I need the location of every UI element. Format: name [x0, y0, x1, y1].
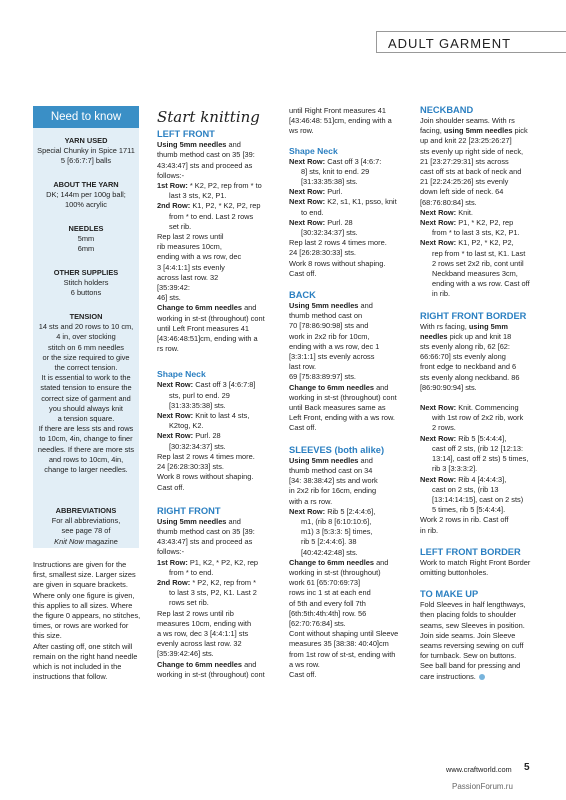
- shape-neck-heading: Shape Neck: [289, 145, 338, 156]
- text-fragment: care instructions.: [420, 671, 476, 681]
- text-line: working in st-st (throughout) cont: [289, 392, 397, 402]
- section-header: ADULT GARMENT: [388, 36, 512, 51]
- text-fragment: facing,: [420, 126, 444, 136]
- text-line: 66:66:70] sts evenly along: [420, 352, 506, 362]
- text-line: [420, 434, 548, 444]
- text-line: Join side seams. Join Sleeve: [420, 630, 516, 640]
- text-line: [420, 218, 548, 228]
- text-line: in 2x2 rib for 16cm, ending: [289, 486, 377, 496]
- tension-line: to 10cm, 4in, change to finer: [39, 434, 133, 444]
- text-line: follows:-: [157, 547, 185, 557]
- text-line: 46] sts.: [157, 293, 181, 303]
- text-line: [31:33:35:38] sts.: [169, 400, 226, 410]
- text-line: [35:39:42:: [157, 283, 190, 293]
- row-label: Next Row:: [420, 218, 457, 228]
- text-line: to end.: [301, 207, 324, 217]
- text-fragment: With rs facing,: [420, 321, 469, 331]
- text-fragment: K1, P2, * K2, P2, rep: [190, 201, 261, 211]
- text-fragment: Purl. 28: [193, 431, 221, 441]
- text-line: cast off 2 sts, (rib 12 [12:13:: [432, 443, 524, 453]
- row-label: Next Row:: [289, 217, 326, 227]
- text-line: measures 35 [38:38: 40:40]cm: [289, 639, 389, 649]
- row-label: 2nd Row:: [157, 577, 191, 587]
- text-line: down left side of neck. 64: [420, 187, 504, 197]
- intro-line: are given in square brackets.: [33, 580, 128, 590]
- neckband-heading: NECKBAND: [420, 105, 474, 115]
- text-line: ending with a ws row. Cast off: [432, 279, 530, 289]
- bold-phrase: Using 5mm needles: [157, 516, 227, 526]
- text-fragment: and: [374, 382, 389, 392]
- row-label: Next Row:: [289, 156, 326, 166]
- row-label: 1st Row:: [157, 181, 188, 191]
- needle-size: 5mm: [77, 234, 95, 244]
- text-fragment: * K2, P2, rep from * to: [187, 181, 262, 191]
- abbreviations-block: [33, 506, 139, 547]
- intro-line: first, smallest size. Larger sizes: [33, 570, 136, 580]
- text-line: 2 rows.: [432, 423, 456, 433]
- row-label: Next Row:: [289, 187, 326, 197]
- text-line: [35:39:42:46] sts.: [157, 649, 214, 659]
- text-line: [420, 322, 548, 332]
- text-line: evenly across last row. 32: [157, 639, 242, 649]
- text-line: [157, 431, 283, 441]
- text-line: rows inc 1 st at each end: [289, 588, 371, 598]
- text-line: Neckband measures 3cm,: [432, 269, 518, 279]
- text-fragment: and: [358, 301, 373, 311]
- bold-phrase: needles: [420, 331, 448, 341]
- text-line: for turnback. Sew on buttons.: [420, 651, 517, 661]
- text-line: [420, 208, 548, 218]
- text-line: m1, (rib 8 [6:10:10:6],: [301, 516, 372, 526]
- text-line: work 61 [65:70:69:73]: [289, 578, 361, 588]
- text-line: [420, 126, 548, 136]
- tension-line: needles. If there are more sts: [37, 444, 135, 454]
- text-line: across last row. 32: [157, 272, 219, 282]
- tension-line: or the size required to give: [42, 352, 130, 362]
- text-line: [420, 332, 548, 342]
- to-make-up-heading: TO MAKE UP: [420, 589, 479, 600]
- row-label: Next Row:: [420, 238, 457, 248]
- intro-line: times, or rows are worked for: [33, 621, 129, 631]
- text-line: [289, 507, 415, 517]
- text-line: rib 5 [2:4:4:6]. 38: [301, 537, 357, 547]
- text-line: ending with a ws row, dec 1: [289, 341, 380, 351]
- text-line: from 1st row of st-st, ending with: [289, 649, 396, 659]
- column-right-front-back-sleeves: [289, 106, 415, 680]
- text-line: [157, 517, 283, 527]
- tension-line: It is essential to work to the: [41, 373, 131, 383]
- text-line: from * to last 3 sts, K2, P1.: [432, 228, 520, 238]
- text-line: [34: 38:38:42] sts and work: [289, 476, 378, 486]
- intro-line: which is not included in the: [33, 662, 122, 672]
- text-line: work in 2x2 rib for 10cm,: [289, 331, 370, 341]
- yarn-used-block: [33, 136, 139, 167]
- intro-line: this applies to all sizes. Where: [33, 600, 133, 610]
- text-line: 3 [4:4:1:1] sts evenly: [157, 262, 225, 272]
- magazine-name: Knit Now: [54, 536, 84, 546]
- yarn-used-line: Special Chunky in Spice 1711: [37, 146, 135, 156]
- text-line: Rep last 2 rows until: [157, 232, 224, 242]
- text-line: 70 [78:86:90:98] sts and: [289, 321, 369, 331]
- bold-phrase: using 5mm needles: [443, 126, 513, 136]
- text-line: 21 [22:24:25:26] sts evenly: [420, 177, 509, 187]
- tension-line: 4 in, over stocking: [56, 332, 116, 342]
- text-fragment: Rib 5 [5:4:4:4],: [456, 433, 507, 443]
- text-line: thumb method cast on 35 [39:: [157, 150, 255, 160]
- left-front-border-heading: LEFT FRONT BORDER: [420, 546, 521, 557]
- intro-line: the figure 0 appears, no stitches,: [33, 611, 141, 621]
- right-front-border-heading: RIGHT FRONT BORDER: [420, 310, 527, 321]
- text-line: 8] sts, knit to end. 29: [301, 166, 370, 176]
- text-line: until Right Front measures 41: [289, 106, 386, 115]
- text-fragment: Rib 4 [4:4:4:3],: [456, 474, 507, 484]
- tension-line: the correct tension.: [54, 363, 118, 373]
- intro-line: instructions that follow.: [33, 672, 108, 682]
- text-fragment: and: [226, 140, 241, 150]
- text-line: cast on 2 sts, (rib 13: [432, 484, 499, 494]
- text-line: [289, 218, 415, 228]
- yarn-used-line: 5 [6:6:7:7] balls: [60, 156, 112, 166]
- text-line: ending with a ws row, dec: [157, 252, 242, 262]
- text-line: [420, 403, 548, 413]
- tension-block: [33, 312, 139, 475]
- intro-line: this size.: [33, 631, 62, 641]
- text-line: seams, sew Sleeves in position.: [420, 620, 525, 630]
- needles-block: [33, 224, 139, 255]
- text-line: from * to end.: [169, 567, 214, 577]
- text-fragment: Knit.: [456, 207, 473, 217]
- text-line: [157, 558, 283, 568]
- text-line: set rib.: [169, 221, 192, 231]
- text-line: 5 times, rib 5 [5:4:4:4].: [432, 505, 506, 515]
- right-front-heading: RIGHT FRONT: [157, 505, 221, 516]
- text-line: to last 3 sts, P2, K1. Last 2: [169, 588, 257, 598]
- need-to-know-panel: [33, 106, 139, 548]
- tension-heading: TENSION: [69, 312, 103, 321]
- panel-title: Need to know: [33, 106, 139, 128]
- text-line: of 5th and every foll 7th: [289, 598, 366, 608]
- text-line: [157, 380, 283, 390]
- text-line: [157, 578, 283, 588]
- text-line: working in st-st (throughout) cont: [157, 313, 265, 323]
- text-line: [157, 303, 283, 313]
- text-line: [420, 475, 548, 485]
- text-line: 43:43:47] sts and proceed as: [157, 537, 253, 547]
- text-line: ws row.: [289, 126, 314, 136]
- text-line: 24 [26:28:30:33] sts.: [157, 462, 224, 472]
- text-fragment: Purl.: [325, 187, 343, 197]
- text-line: [157, 201, 283, 211]
- text-line: [289, 157, 415, 167]
- text-line: [289, 197, 415, 207]
- row-label: Next Row:: [420, 403, 457, 413]
- text-line: in rib.: [420, 525, 439, 535]
- text-line: 43:43:47] sts and proceed as: [157, 160, 253, 170]
- text-line: [157, 181, 283, 191]
- text-fragment: Knit to last 4 sts,: [193, 411, 250, 421]
- abbreviations-line: see page 78 of: [61, 526, 111, 536]
- text-line: [68:76:80:84] sts.: [420, 197, 477, 207]
- text-line: until Left Front measures 41: [157, 323, 250, 333]
- left-front-heading: LEFT FRONT: [157, 129, 215, 140]
- bold-phrase: Change to 6mm needles: [289, 557, 375, 567]
- bold-phrase: Change to 6mm needles: [289, 382, 375, 392]
- text-line: Cast off.: [289, 268, 317, 278]
- text-line: working in st-st (throughout): [289, 567, 381, 577]
- other-supplies-heading: OTHER SUPPLIES: [53, 268, 119, 277]
- text-line: Work 8 rows without shaping.: [289, 258, 386, 268]
- text-fragment: pick up and knit 18: [447, 331, 512, 341]
- text-line: in rib.: [432, 289, 451, 299]
- bold-phrase: Using 5mm needles: [157, 140, 227, 150]
- page-number: 5: [524, 762, 530, 773]
- magazine-suffix: magazine: [83, 536, 118, 546]
- intro-line: Where only one figure is given,: [33, 590, 135, 600]
- column-left-front: [157, 108, 283, 680]
- text-line: 2 rows set 2x2 rib, cont until: [432, 258, 524, 268]
- intro-line: After casting off, one stitch will: [33, 641, 133, 651]
- header-rule-side: [376, 31, 377, 53]
- text-fragment: and: [374, 557, 389, 567]
- text-line: 21 [23:27:29:31] sts across: [420, 156, 509, 166]
- row-label: Next Row:: [420, 207, 457, 217]
- text-fragment: Cast off 3 [4:6:7:8]: [193, 380, 256, 390]
- text-fragment: pick: [512, 126, 528, 136]
- text-line: a ws row, dec 3 [4:4:1:1] sts: [157, 628, 249, 638]
- text-line: Work 2 rows in rib. Cast off: [420, 515, 509, 525]
- bold-phrase: Using 5mm needles: [289, 301, 359, 311]
- about-yarn-line: DK; 144m per 100g ball;: [46, 190, 126, 200]
- text-line: with a rs row.: [289, 496, 333, 506]
- text-line: rib 3 [3:3:3:2].: [432, 464, 478, 474]
- text-line: rs row.: [157, 344, 179, 354]
- text-line: [40:42:42:48] sts.: [301, 547, 358, 557]
- text-line: [30:32:34:37] sts.: [169, 441, 226, 451]
- text-line: working in st-st (throughout) cont: [157, 669, 265, 679]
- about-yarn-line: 100% acrylic: [65, 200, 107, 210]
- header-rule-bottom: [376, 52, 566, 53]
- text-line: front edge to neckband and 6: [420, 362, 517, 372]
- tension-line: stated tension to ensure the: [40, 383, 132, 393]
- text-line: rows set rib.: [169, 598, 209, 608]
- text-line: follows:-: [157, 170, 185, 180]
- header-rule-top: [376, 31, 566, 32]
- text-line: [31:33:35:38] sts.: [301, 177, 358, 187]
- text-line: [420, 672, 548, 682]
- row-label: Next Row:: [420, 433, 457, 443]
- row-label: Next Row:: [289, 197, 326, 207]
- tension-line: stitch on 6 mm needles: [48, 342, 124, 352]
- intro-line: Instructions are given for the: [33, 560, 127, 569]
- supply-item: Stitch holders: [63, 278, 109, 288]
- text-fragment: K2, s1, K1, psso, knit: [325, 197, 397, 207]
- text-line: [157, 660, 283, 670]
- text-line: K2tog, K2.: [169, 421, 204, 431]
- row-label: 1st Row:: [157, 557, 188, 567]
- text-line: m1) 3 [5:3:3: 5] times,: [301, 527, 373, 537]
- text-line: with 1st row of 2x2 rib, work: [432, 413, 524, 423]
- text-line: until Back measures same as: [289, 403, 386, 413]
- text-fragment: Knit. Commencing: [456, 403, 519, 413]
- tension-line: and rows to 10cm, 4in,: [48, 454, 124, 464]
- text-fragment: K1, P2, * K2, P2,: [456, 238, 514, 248]
- text-line: 24 [26:28:30:33] sts.: [289, 248, 356, 258]
- text-line: [43:46:48:51]cm, ending with a: [157, 334, 258, 344]
- back-heading: BACK: [289, 290, 316, 301]
- other-supplies-block: [33, 268, 139, 299]
- text-line: 69 [75:83:89:97] sts.: [289, 372, 356, 382]
- tension-line: 14 sts and 20 rows to 10 cm,: [38, 322, 134, 332]
- text-line: rep from * to last st, K1. Last: [432, 248, 526, 258]
- text-fragment: and: [226, 516, 241, 526]
- text-line: Fold Sleeves in half lengthways,: [420, 600, 526, 610]
- bold-phrase: Change to 6mm needles: [157, 659, 243, 669]
- text-line: [289, 301, 415, 311]
- text-line: Join shoulder seams. With rs: [420, 116, 515, 125]
- text-line: [6th:5th:4th:4th] row. 56: [289, 608, 367, 618]
- text-line: thumb method cast on 34: [289, 465, 373, 475]
- text-line: from * to end. Last 2 rows: [169, 211, 254, 221]
- footer-site: www.craftworld.com: [446, 765, 512, 774]
- needle-size: 6mm: [77, 244, 95, 254]
- watermark: PassionForum.ru: [452, 782, 513, 791]
- row-label: Next Row:: [157, 431, 194, 441]
- text-line: [30:32:34:37] sts.: [301, 228, 358, 238]
- text-line: Work 8 rows without shaping.: [157, 472, 254, 482]
- column-finishing: [420, 104, 548, 682]
- text-fragment: and: [242, 659, 257, 669]
- text-line: [62:70:76:84] sts.: [289, 618, 346, 628]
- text-line: seams reversing sewing on cuff: [420, 640, 524, 650]
- row-label: Next Row:: [420, 474, 457, 484]
- text-fragment: P1, * K2, P2, rep: [456, 218, 514, 228]
- text-line: Work to match Right Front Border: [420, 557, 531, 567]
- tension-line: you should always knit: [49, 403, 123, 413]
- tension-line: change to larger needles.: [44, 465, 128, 475]
- needles-heading: NEEDLES: [68, 224, 104, 233]
- tension-line: a tension square.: [57, 414, 115, 424]
- text-line: measures 10cm, ending with: [157, 618, 252, 628]
- text-line: [420, 238, 548, 248]
- text-line: [43:46:48: 51]cm, ending with a: [289, 116, 392, 126]
- abbreviations-line: For all abbreviations,: [51, 516, 121, 526]
- abbreviations-line: [33, 537, 139, 547]
- text-fragment: and: [358, 455, 373, 465]
- text-line: [86:90:90:94] sts.: [420, 382, 477, 392]
- text-line: [13:14:14:15], cast on 2 sts): [432, 494, 524, 504]
- row-label: Next Row:: [157, 411, 194, 421]
- start-knitting-title: Start knitting: [157, 108, 260, 126]
- text-line: omitting buttonholes.: [420, 567, 489, 577]
- text-fragment: P1, K2, * P2, K2, rep: [187, 557, 259, 567]
- text-line: last row.: [289, 362, 317, 372]
- text-line: sts evenly along neckband. 86: [420, 372, 520, 382]
- text-line: Left Front, ending with a ws row.: [289, 413, 395, 423]
- row-label: Next Row:: [157, 380, 194, 390]
- text-line: rib measures 10cm,: [157, 242, 222, 252]
- text-line: sts evenly up right side of neck,: [420, 146, 524, 156]
- intro-line: remain on the right hand needle: [33, 651, 138, 661]
- abbreviations-heading: ABBREVIATIONS: [55, 506, 117, 515]
- text-line: Cast off.: [289, 669, 317, 679]
- supply-item: 6 buttons: [70, 288, 102, 298]
- shape-neck-heading: Shape Neck: [157, 369, 206, 380]
- sleeves-heading: SLEEVES (both alike): [289, 444, 385, 455]
- text-line: Rep last 2 rows until rib: [157, 608, 234, 618]
- text-line: See ball band for pressing and: [420, 661, 521, 671]
- bold-phrase: Using 5mm needles: [289, 455, 359, 465]
- tension-line: If there are less sts and rows: [38, 424, 134, 434]
- tension-line: correct size of garment and: [41, 393, 131, 403]
- row-label: 2nd Row:: [157, 201, 191, 211]
- text-line: sts evenly along rib, 62 [62:: [420, 342, 510, 352]
- text-fragment: Purl. 28: [325, 217, 353, 227]
- text-line: sts, purl to end. 29: [169, 390, 230, 400]
- about-yarn-heading: ABOUT THE YARN: [53, 180, 119, 189]
- text-line: [3:3:1:1] sts evenly across: [289, 352, 375, 362]
- text-line: thumb method cast on: [289, 311, 363, 321]
- text-fragment: Cast off 3 [4:6:7:: [325, 156, 382, 166]
- text-line: [289, 383, 415, 393]
- text-line: Rep last 2 rows 4 times more.: [157, 451, 255, 461]
- text-line: Rep last 2 rows 4 times more.: [289, 238, 387, 248]
- text-line: Cast off.: [157, 482, 185, 492]
- end-mark-icon: [479, 674, 485, 680]
- text-fragment: * P2, K2, rep from *: [190, 577, 256, 587]
- text-line: up and knit 22 [23:25:26:27]: [420, 136, 512, 146]
- text-fragment: and: [242, 303, 257, 313]
- text-line: last 3 sts, K2, P1.: [169, 191, 227, 201]
- row-label: Next Row:: [289, 506, 326, 516]
- text-fragment: Rib 5 [2:4:4:6],: [325, 506, 376, 516]
- about-yarn-block: [33, 180, 139, 211]
- intro-text: [33, 560, 149, 682]
- bold-phrase: using 5mm: [468, 321, 508, 331]
- text-line: [157, 411, 283, 421]
- text-line: Cast off.: [289, 423, 317, 433]
- text-line: [289, 558, 415, 568]
- bold-phrase: Change to 6mm needles: [157, 303, 243, 313]
- yarn-used-heading: YARN USED: [64, 136, 108, 145]
- text-line: 13:14], cast off 2 sts) 5 times,: [432, 454, 529, 464]
- text-line: [289, 187, 415, 197]
- text-line: a ws row.: [289, 659, 320, 669]
- text-line: cast off sts at back of neck and: [420, 167, 522, 177]
- text-line: then placing folds to shoulder: [420, 610, 517, 620]
- text-line: Cont without shaping until Sleeve: [289, 629, 399, 639]
- text-line: [157, 140, 283, 150]
- text-line: [289, 456, 415, 466]
- text-line: thumb method cast on 35 [39:: [157, 526, 255, 536]
